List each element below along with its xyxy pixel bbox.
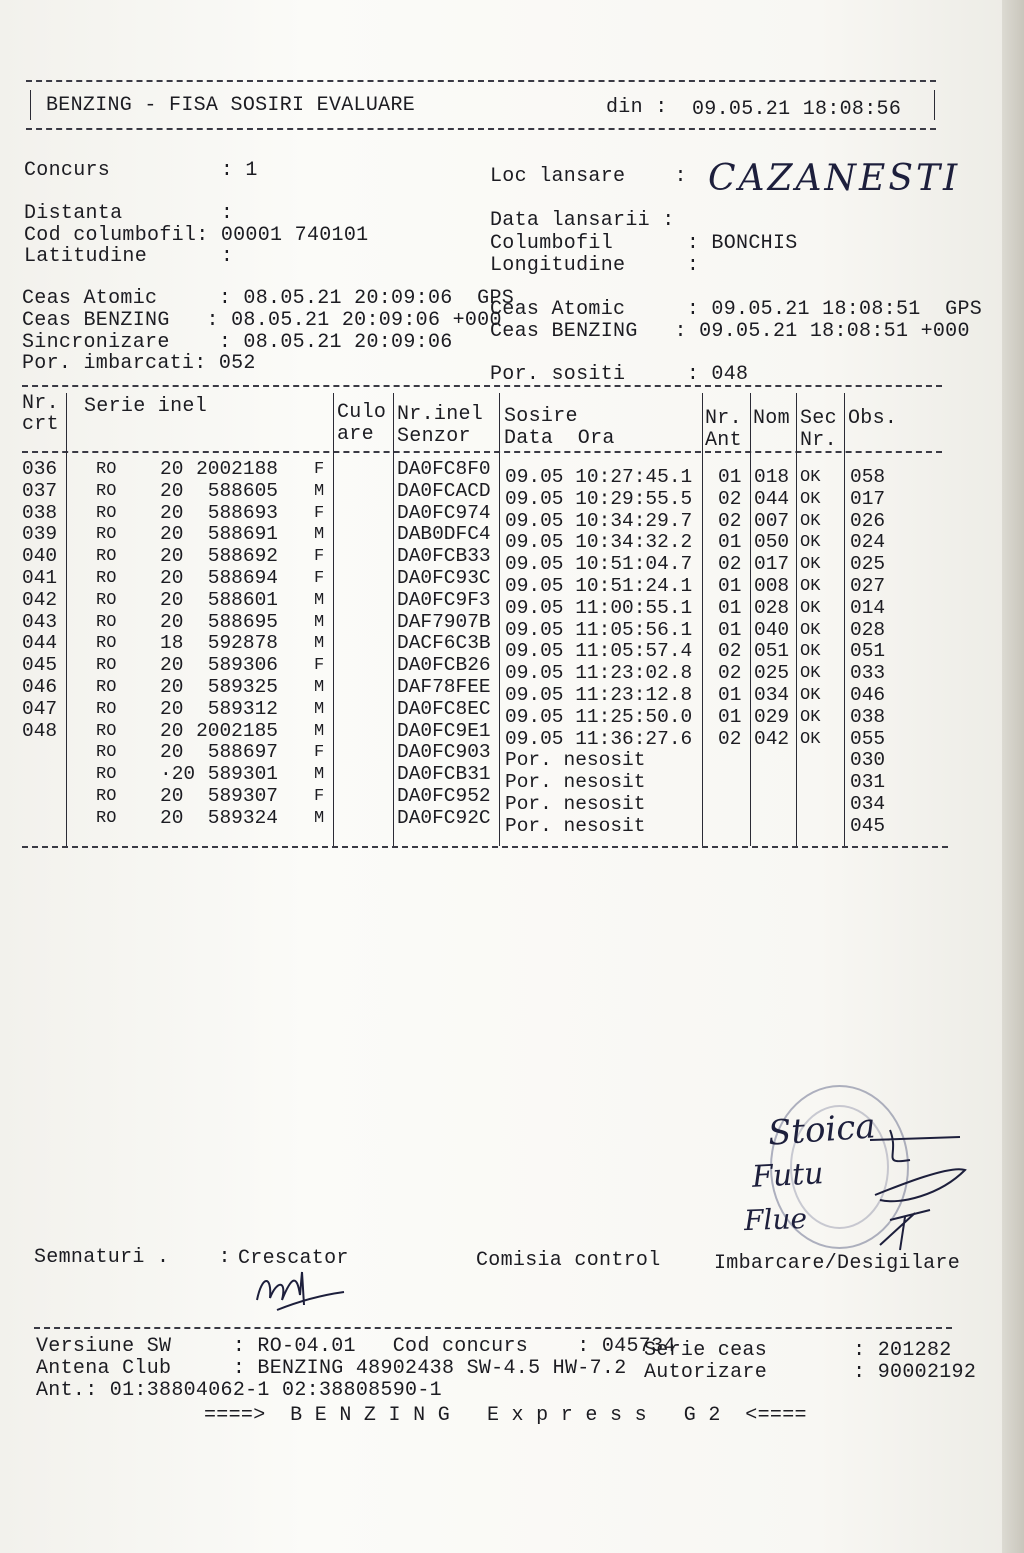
cell-sex: F [314,787,325,806]
cell-tara: RO [96,590,117,610]
distanta-field: Distanta : [24,202,234,225]
cell-senzor: DA0FC903 [397,741,491,764]
cell-sec: OK [800,468,821,487]
autorizare: Autorizare : 90002192 [644,1361,977,1384]
cell-tara: RO [96,808,117,828]
cell-senzor: DA0FC974 [397,501,491,524]
latitudine-field: Latitudine : [24,245,234,268]
cell-senzor: DAF7907B [397,610,491,633]
cell-an: 20 [160,676,184,698]
cell-obs: 026 [850,509,886,532]
cell-nr: 046 [22,676,58,698]
cell-tara: RO [96,569,117,588]
cell-nom: 040 [754,618,790,641]
crescator-label: Crescator [238,1247,349,1270]
cell-an: 20 [160,588,184,611]
cell-tara: RO [96,699,117,719]
cell-sosire: 09.05 11:25:50.0 [505,705,693,728]
cell-sec: OK [800,489,821,509]
cell-sex: M [314,678,325,697]
cell-ant: 02 [718,509,742,532]
cell-sosire: 09.05 11:05:57.4 [505,640,693,663]
header-sec-nr: Nr. [800,429,837,452]
report-date: 09.05.21 18:08:56 [692,98,902,121]
col-divider-ant [702,393,703,846]
cell-senzor: DACF6C3B [397,632,491,655]
cell-nr: 039 [22,523,58,546]
columbofil-field: Columbofil : BONCHIS [490,232,798,255]
cell-tara: RO [96,678,117,697]
cell-sex: M [314,721,325,741]
ceas-benzing-right: Ceas BENZING : 09.05.21 18:08:51 +000 [490,320,970,343]
cell-ant: 02 [718,640,742,663]
sincronizare-field: Sincronizare : 08.05.21 20:09:06 [22,331,453,354]
cell-sex: M [314,765,325,785]
cell-obs: 027 [850,575,886,597]
signature-flue: Flue [743,1201,808,1238]
cell-obs: 045 [850,814,886,837]
cell-senzor: DA0FC8EC [397,697,491,720]
benzing-express-banner: ====> B E N Z I N G E x p r e s s G 2 <==== [204,1404,807,1427]
cell-obs: 031 [850,771,886,794]
header-data-ora: Data Ora [504,427,615,450]
cell-inel: 589306 [207,654,278,677]
cell-nr: 044 [22,632,58,655]
cell-tara: RO [96,721,117,741]
cell-an: 20 [160,719,184,742]
cell-tara: RO [96,460,117,479]
cell-an: ·20 [160,763,196,786]
cell-inel: 589325 [207,676,278,698]
cell-inel: 592878 [207,632,278,655]
cell-obs: 051 [850,640,886,663]
paper-edge [1002,0,1024,1553]
cell-obs: 034 [850,793,886,815]
cell-sosire: Por. nesosit [505,814,646,837]
cell-sosire: 09.05 10:34:32.2 [505,531,693,554]
header-nr: Nr. [22,392,59,415]
cell-sec: OK [800,729,821,749]
cell-nr: 045 [22,654,58,677]
porumbei-sositi: Por. sositi : 048 [490,363,749,386]
cell-sosire: Por. nesosit [505,793,646,815]
cell-an: 20 [160,501,184,524]
cell-inel: 588695 [207,610,278,633]
cell-sosire: 09.05 10:27:45.1 [505,466,693,488]
antena-club: Antena Club : BENZING 48902438 SW-4.5 HW-7.2 [36,1357,627,1380]
cell-tara: RO [96,765,117,785]
cell-nr: 042 [22,588,58,611]
cell-nom: 025 [754,662,790,685]
cell-sosire: 09.05 11:23:02.8 [505,662,693,685]
cell-ant: 01 [718,684,742,706]
cod-columbofil-field: Cod columbofil: 00001 740101 [24,224,369,247]
cell-inel: 589312 [207,697,278,720]
cell-obs: 025 [850,553,886,576]
cell-tara: RO [96,481,117,501]
cell-sosire: 09.05 10:51:04.7 [505,553,693,576]
cell-senzor: DA0FC92C [397,806,491,829]
header-sec: Sec [800,407,837,430]
footer-rule [34,1327,952,1329]
col-divider-sosire [499,393,500,846]
cell-inel: 588691 [207,523,278,546]
header-obs: Obs. [848,407,898,430]
antenna-ids: Ant.: 01:38804062-1 02:38808590-1 [36,1379,442,1402]
cell-ant: 02 [718,662,742,685]
cell-tara: RO [96,656,117,676]
cell-sosire: 09.05 10:51:24.1 [505,575,693,597]
cell-obs: 046 [850,684,886,706]
cell-ant: 02 [718,487,742,510]
cell-sex: F [314,460,325,479]
cell-nom: 034 [754,684,790,706]
cell-tara: RO [96,612,117,632]
cell-tara: RO [96,503,117,523]
cell-nom: 051 [754,640,790,663]
cell-sosire: Por. nesosit [505,771,646,794]
header-right-bar [934,90,935,120]
cell-nr: 048 [22,719,58,742]
cell-nr: 047 [22,697,58,720]
cell-sex: F [314,503,325,523]
table-bottom-rule [22,846,948,848]
header-culoare-1: Culo [337,401,387,424]
cell-an: 20 [160,806,184,829]
cell-sec: OK [800,707,821,727]
cell-sosire: 09.05 10:29:55.5 [505,487,693,510]
cell-an: 20 [160,741,184,764]
cell-an: 20 [160,479,184,502]
cell-nr: 043 [22,610,58,633]
cell-sex: F [314,569,325,588]
cell-inel: 588692 [207,545,278,568]
cell-sec: OK [800,620,821,640]
cell-nom: 029 [754,705,790,728]
cell-sex: M [314,525,325,545]
cell-sec: OK [800,555,821,575]
cell-inel: 588694 [207,567,278,589]
loc-lansare-field: Loc lansare : [490,165,687,188]
cell-inel: 588605 [207,479,278,502]
cell-inel: 588697 [207,741,278,764]
col-divider-sec [796,393,797,846]
cell-nr: 038 [22,501,58,524]
ceas-atomic-left: Ceas Atomic : 08.05.21 20:09:06 GPS [22,287,515,310]
data-lansarii-field: Data lansarii : [490,209,675,232]
porumbei-imbarcati: Por. imbarcati: 052 [22,352,256,375]
cell-an: 20 [160,458,184,480]
versiune-sw: Versiune SW : RO-04.01 Cod concurs : 045734 [36,1335,676,1358]
cell-nr: 041 [22,567,58,589]
cell-nr: 037 [22,479,58,502]
imbarcare-desigilare-label: Imbarcare/Desigilare [714,1252,961,1275]
cell-sex: M [314,634,325,654]
cell-obs: 017 [850,487,886,510]
comisia-control-label: Comisia control [476,1249,661,1272]
cell-nom: 017 [754,553,790,576]
cell-sosire: Por. nesosit [505,749,646,772]
cell-ant: 01 [718,618,742,641]
cell-sec: OK [800,533,821,553]
signature-stoica: Stoica [766,1106,877,1154]
ceas-benzing-left: Ceas BENZING : 08.05.21 20:09:06 +000 [22,309,502,332]
cell-senzor: DA0FCACD [397,479,491,502]
cell-an: 18 [160,632,184,655]
header-nom: Nom [753,407,790,430]
serie-ceas: Serie ceas : 201282 [644,1339,952,1362]
cell-an: 20 [160,785,184,807]
cell-senzor: DA0FCB33 [397,545,491,568]
cell-senzor: DA0FC8F0 [397,458,491,480]
cell-ant: 01 [718,531,742,554]
cell-obs: 038 [850,705,886,728]
cell-ant: 02 [718,727,742,750]
cell-senzor: DAF78FEE [397,676,491,698]
cell-inel: 589301 [207,763,278,786]
cell-sex: M [314,699,325,719]
cell-nr: 036 [22,458,58,480]
cell-sosire: 09.05 11:05:56.1 [505,618,693,641]
col-divider-senzor [393,393,394,846]
cell-obs: 033 [850,662,886,685]
cell-tara: RO [96,634,117,654]
cell-nr: 040 [22,545,58,568]
signature-scribbles [860,1125,980,1255]
cell-inel: 588693 [207,501,278,524]
cell-sex: M [314,590,325,610]
concurs-field: Concurs : 1 [24,159,258,182]
cell-inel: 2002185 [196,719,278,742]
header-crt: crt [22,413,59,436]
cell-nom: 018 [754,466,790,488]
cell-senzor: DA0FC93C [397,567,491,589]
signature-crescator [252,1270,352,1315]
longitudine-field: Longitudine : [490,254,700,277]
cell-ant: 01 [718,705,742,728]
loc-lansare-handwritten: CAZANESTI [708,158,961,199]
cell-ant: 02 [718,553,742,576]
cell-nom: 028 [754,596,790,619]
cell-senzor: DA0FCB31 [397,763,491,786]
cell-sex: F [314,656,325,676]
cell-ant: 01 [718,466,742,488]
header-sosire: Sosire [504,405,578,428]
header-top-rule [26,80,936,82]
cell-nom: 008 [754,575,790,597]
report-title: BENZING - FISA SOSIRI EVALUARE [46,94,416,117]
cell-sex: M [314,612,325,632]
col-divider-nr [66,393,67,846]
header-serie-inel: Serie inel [84,395,208,418]
col-divider-obs [844,393,845,846]
cell-sec: OK [800,511,821,531]
cell-an: 20 [160,545,184,568]
cell-sec: OK [800,686,821,705]
cell-sex: F [314,547,325,567]
cell-sex: M [314,481,325,501]
header-left-bar [30,90,31,120]
cell-ant: 01 [718,575,742,597]
date-label: din : [606,96,668,119]
cell-inel: 588601 [207,588,278,611]
cell-obs: 055 [850,727,886,750]
semnaturi-label: Semnaturi . : [34,1246,231,1269]
cell-tara: RO [96,525,117,545]
cell-senzor: DA0FC952 [397,785,491,807]
cell-sec: OK [800,664,821,684]
cell-tara: RO [96,547,117,567]
cell-an: 20 [160,610,184,633]
cell-senzor: DAB0DFC4 [397,523,491,546]
cell-senzor: DA0FC9E1 [397,719,491,742]
cell-sosire: 09.05 11:00:55.1 [505,596,693,619]
cell-obs: 024 [850,531,886,554]
cell-obs: 058 [850,466,886,488]
cell-inel: 589307 [207,785,278,807]
header-ant: Ant [705,429,742,452]
cell-nom: 044 [754,487,790,510]
col-divider-nom [750,393,751,846]
cell-an: 20 [160,523,184,546]
cell-inel: 589324 [207,806,278,829]
cell-nom: 042 [754,727,790,750]
cell-inel: 2002188 [196,458,278,480]
cell-nom: 007 [754,509,790,532]
cell-sosire: 09.05 11:23:12.8 [505,684,693,706]
table-top-rule [22,385,942,387]
cell-nom: 050 [754,531,790,554]
cell-obs: 014 [850,596,886,619]
cell-obs: 030 [850,749,886,772]
cell-sex: F [314,743,325,763]
cell-an: 20 [160,567,184,589]
col-divider-culoare [333,393,334,846]
cell-sec: OK [800,598,821,618]
header-nr-ant: Nr. [705,407,742,430]
cell-senzor: DA0FC9F3 [397,588,491,611]
cell-senzor: DA0FCB26 [397,654,491,677]
signature-futu: Futu [751,1156,825,1195]
cell-sosire: 09.05 10:34:29.7 [505,509,693,532]
cell-obs: 028 [850,618,886,641]
header-senzor: Senzor [397,425,471,448]
cell-tara: RO [96,743,117,763]
cell-sex: M [314,808,325,828]
cell-ant: 01 [718,596,742,619]
cell-sosire: 09.05 11:36:27.6 [505,727,693,750]
cell-tara: RO [96,787,117,806]
cell-an: 20 [160,654,184,677]
header-culoare-2: are [337,423,374,446]
cell-sec: OK [800,577,821,596]
header-bottom-rule [26,128,936,130]
header-nr-inel: Nr.inel [397,403,484,426]
cell-sec: OK [800,642,821,662]
ceas-atomic-right: Ceas Atomic : 09.05.21 18:08:51 GPS [490,298,983,321]
cell-an: 20 [160,697,184,720]
